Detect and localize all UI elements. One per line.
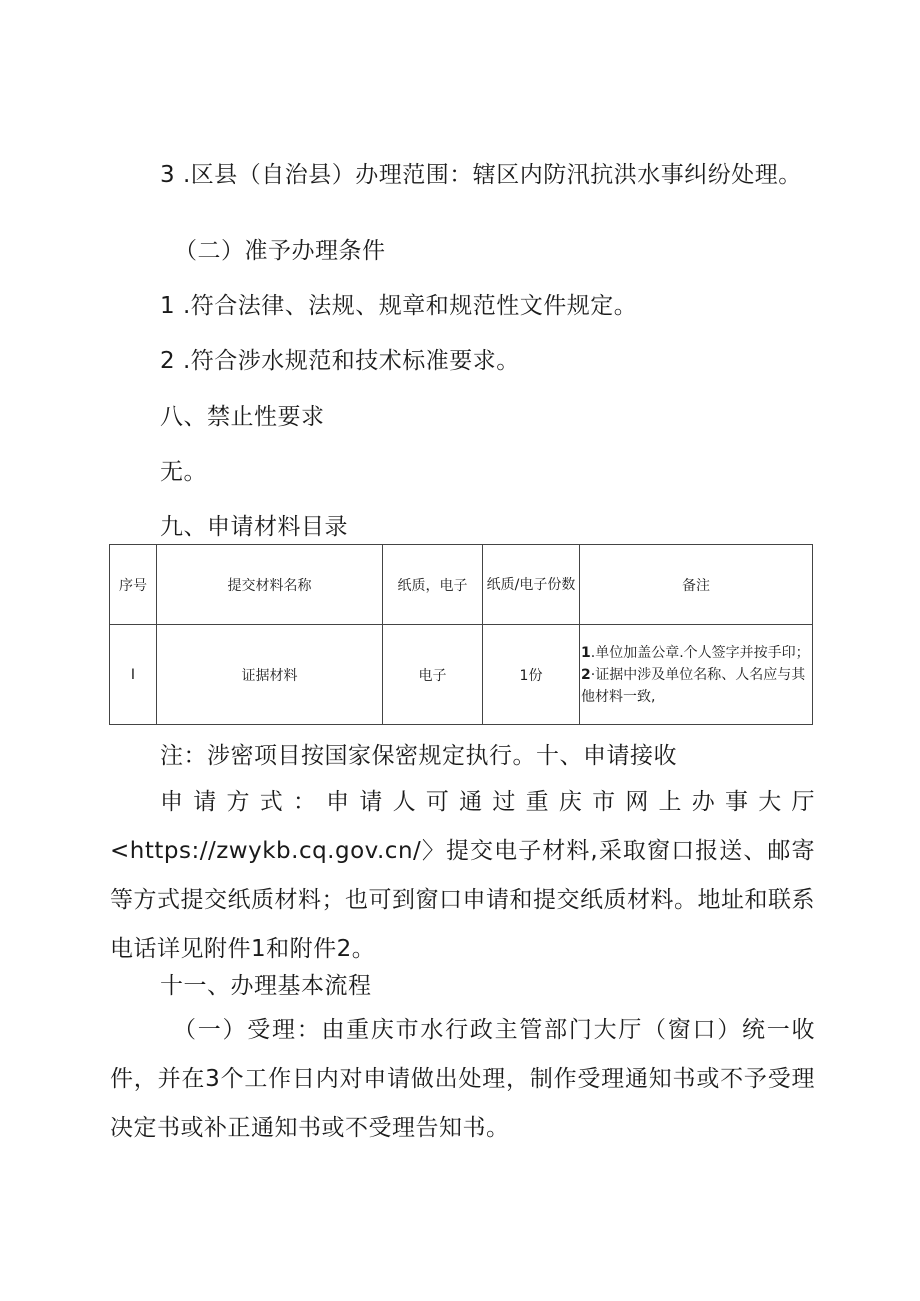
conditions-heading: （二）准予办理条件 <box>174 238 386 264</box>
cell-format: 电子 <box>383 625 483 725</box>
note-line: 注：涉密项目按国家保密规定执行。十、申请接收 <box>160 743 677 769</box>
section-9-heading: 九、申请材料目录 <box>160 514 348 540</box>
section-8-heading: 八、禁止性要求 <box>160 404 325 430</box>
remark-1-text: .单位加盖公章.个人签字并按手印； <box>590 644 810 661</box>
section-11-heading: 十一、办理基本流程 <box>160 973 372 999</box>
materials-table <box>109 544 813 725</box>
table-header-row <box>110 545 813 625</box>
header-copies: 纸质/电子份数 <box>483 545 580 625</box>
apply-method-paragraph: 申请方式：申请人可通过重庆市网上办事大厅<https://zwykb.cq.gov.cn/〉提交电子材料,采取窗口报送、邮寄等方式提交纸质材料；也可到窗口申请和提交纸质材料。地址和联系电话详见附件1和附件2。 <box>110 789 815 962</box>
condition-item-1: 1 .符合法律、法规、规章和规范性文件规定。 <box>160 293 638 319</box>
remark-2-number: 2 <box>581 666 591 683</box>
header-material-name: 提交材料名称 <box>157 545 383 625</box>
table-row <box>110 625 813 725</box>
scope-county-line: 3 .区县（自治县）办理范围：辖区内防汛抗洪水事纠纷处理。 <box>160 162 802 188</box>
cell-remarks <box>580 625 813 725</box>
header-remarks: 备注 <box>580 545 813 625</box>
header-index: 序号 <box>110 545 157 625</box>
remark-item-2 <box>581 664 810 708</box>
remark-2-text: ·证据中涉及单位名称、人名应与其他材料一致, <box>581 666 806 705</box>
remark-item-1 <box>581 642 810 664</box>
remark-1-number: 1 <box>581 644 591 661</box>
none-text: 无。 <box>160 459 207 485</box>
condition-item-2: 2 .符合涉水规范和技术标准要求。 <box>160 348 520 374</box>
cell-material-name: 证据材料 <box>157 625 383 725</box>
acceptance-paragraph: （一）受理：由重庆市水行政主管部门大厅（窗口）统一收件，并在3个工作日内对申请做出处理，制作受理通知书或不予受理决定书或补正通知书或不受理告知书。 <box>110 1017 815 1141</box>
cell-copies: 1份 <box>483 625 580 725</box>
header-format: 纸质，电子 <box>383 545 483 625</box>
cell-index: I <box>110 625 157 725</box>
